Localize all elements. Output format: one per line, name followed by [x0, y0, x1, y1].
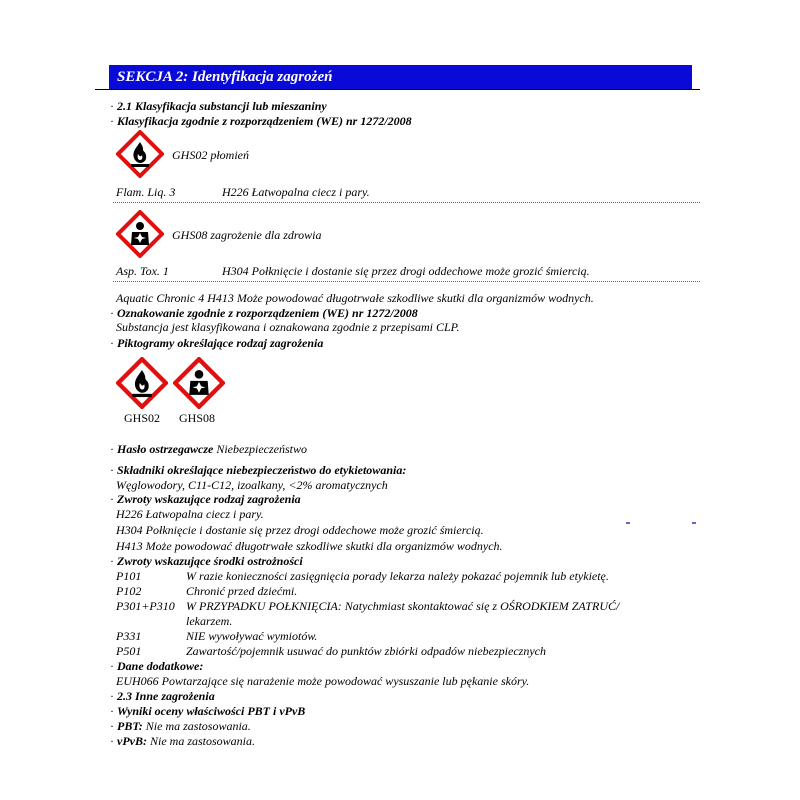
- pictogram-caption-ghs02: GHS02: [124, 411, 161, 425]
- flam-statement: H226 Łatwopalna ciecz i pary.: [222, 185, 370, 199]
- header-underline: [95, 89, 700, 90]
- labelling-text: Substancja jest klasyfikowana i oznakowana zgodnie z przepisami CLP.: [116, 320, 460, 334]
- hazard-statements-heading: · Zwroty wskazujące rodzaj zagrożenia: [110, 492, 301, 506]
- p-code: P501: [116, 644, 142, 658]
- components-value: Węglowodory, C11-C12, izoalkany, <2% aromatycznych: [116, 478, 388, 492]
- asp-statement: H304 Połknięcie i dostanie się przez drogi oddechowe może grozić śmiercią.: [222, 264, 590, 278]
- p-code: P331: [116, 629, 142, 643]
- p-text: Zawartość/pojemnik usuwać do punktów zbiórki odpadów niebezpiecznych: [186, 644, 546, 658]
- p-code: P301+P310: [116, 599, 175, 613]
- pbt-heading: · Wyniki oceny właściwości PBT i vPvB: [110, 704, 306, 718]
- hazard-statement-h413: H413 Może powodować długotrwałe szkodliwe skutki dla organizmów wodnych.: [116, 539, 503, 553]
- ghs08-label: GHS08 zagrożenie dla zdrowia: [172, 228, 322, 242]
- pictograms-heading: · Piktogramy określające rodzaj zagrożenia: [110, 336, 324, 350]
- aquatic-line: Aquatic Chronic 4 H413 Może powodować długotrwałe szkodliwe skutki dla organizmów wodnych.: [116, 291, 594, 305]
- p-text: W PRZYPADKU POŁKNIĘCIA: Natychmiast skontaktować się z OŚRODKIEM ZATRUĆ/: [186, 599, 620, 613]
- p-text-continued: lekarzem.: [186, 614, 233, 628]
- precautionary-heading: · Zwroty wskazujące środki ostrożności: [110, 554, 303, 568]
- ghs02-flame-icon: [116, 130, 164, 178]
- p-text: NIE wywoływać wymiotów.: [186, 629, 318, 643]
- components-heading: · Składniki określające niebezpieczeństwo do etykietowania:: [110, 463, 407, 477]
- hazard-statement-h226: H226 Łatwopalna ciecz i pary.: [116, 507, 264, 521]
- signal-word: · Hasło ostrzegawcze Niebezpieczeństwo: [110, 442, 307, 456]
- dotted-separator: [113, 202, 700, 203]
- labelling-heading: · Oznakowanie zgodnie z rozporządzeniem (WE) nr 1272/2008: [110, 306, 418, 320]
- p-code: P101: [116, 569, 142, 583]
- flam-class: Flam. Liq. 3: [116, 185, 176, 199]
- p-code: P102: [116, 584, 142, 598]
- ghs02-pictogram-flame-icon: [116, 357, 168, 409]
- artifact-mark: [692, 522, 696, 524]
- ghs08-pictogram-health-hazard-icon: [173, 357, 225, 409]
- artifact-mark: [626, 522, 630, 524]
- vpvb-result: · vPvB: Nie ma zastosowania.: [110, 734, 255, 748]
- asp-class: Asp. Tox. 1: [116, 264, 169, 278]
- pbt-result: · PBT: Nie ma zastosowania.: [110, 719, 251, 733]
- ghs08-health-hazard-icon: [116, 210, 164, 258]
- section-header: [109, 65, 692, 89]
- pictogram-caption-ghs08: GHS08: [179, 411, 216, 425]
- ghs02-label: GHS02 płomień: [172, 148, 249, 162]
- section-title: SEKCJA 2: Identyfikacja zagrożeń: [117, 69, 333, 85]
- additional-data-heading: · Dane dodatkowe:: [110, 659, 204, 673]
- p-text: Chronić przed dziećmi.: [186, 584, 298, 598]
- subsection-2-1-heading: · 2.1 Klasyfikacja substancji lub mieszaniny: [110, 99, 327, 113]
- p-text: W razie konieczności zasięgnięcia porady lekarza należy pokazać pojemnik lub etykietę.: [186, 569, 609, 583]
- subsection-2-3-heading: · 2.3 Inne zagrożenia: [110, 689, 215, 703]
- hazard-statement-h304: H304 Połknięcie i dostanie się przez drogi oddechowe może grozić śmiercią.: [116, 523, 484, 537]
- dotted-separator: [113, 281, 700, 282]
- clp-classification-heading: · Klasyfikacja zgodnie z rozporządzeniem (WE) nr 1272/2008: [110, 114, 412, 128]
- additional-data-value: EUH066 Powtarzające się narażenie może powodować wysuszanie lub pękanie skóry.: [116, 674, 530, 688]
